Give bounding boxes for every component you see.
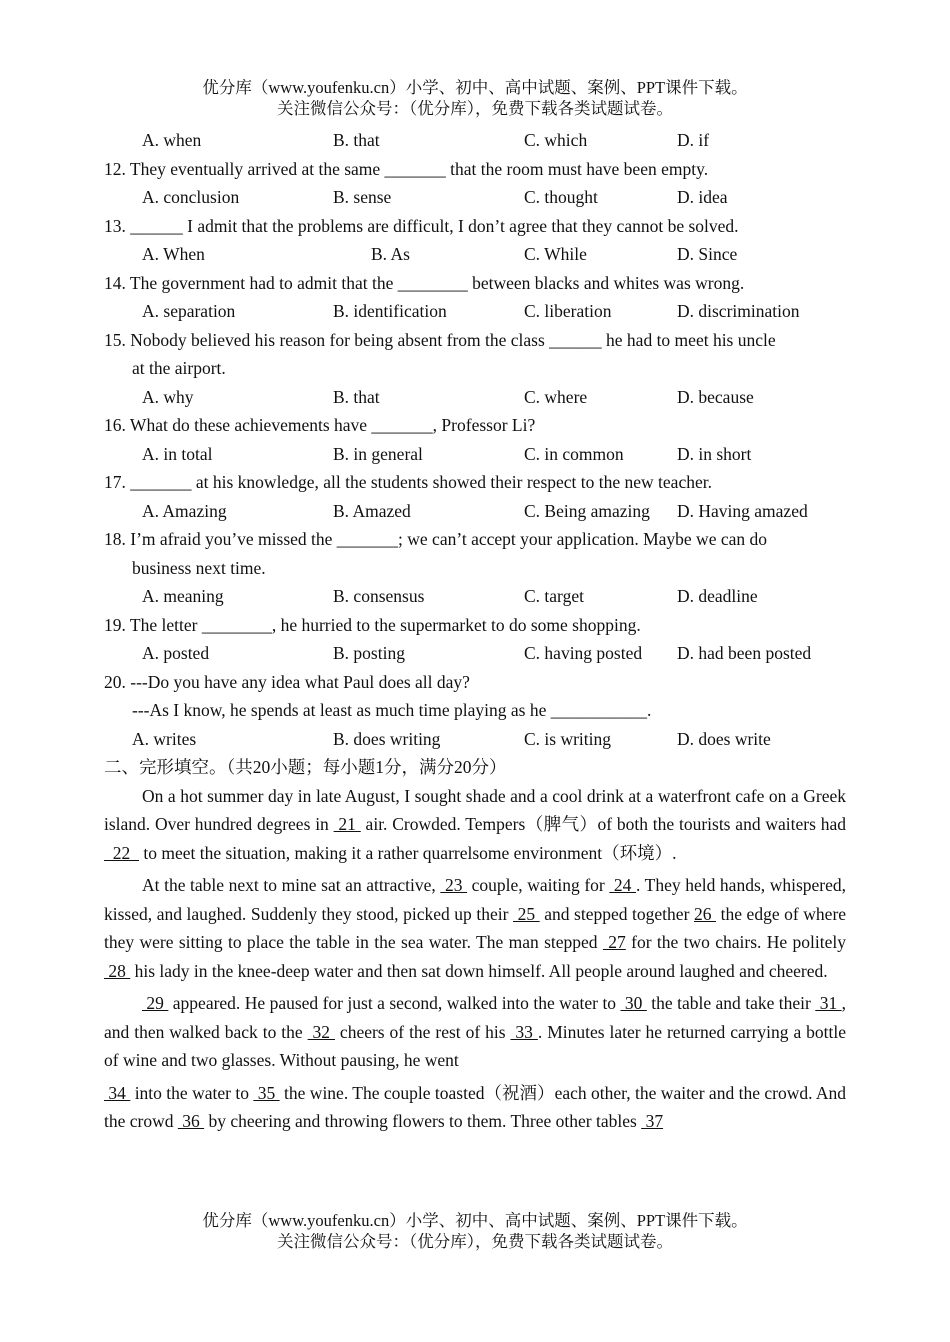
passage-text: the edge of where they were sitting to place the table in the sea water. The man stepped [104,903,847,952]
option-c: C. target [524,586,584,606]
option-b: B. As [371,244,410,264]
option-c: C. is writing [524,728,612,749]
option-d: D. idea [677,187,728,207]
option-b: B. consensus [333,586,425,606]
option-c: C. having posted [524,643,643,663]
option-b: B. posting [333,643,405,663]
option-d: D. does write [677,728,771,749]
option-a: A. when [142,130,202,150]
option-a: A. conclusion [142,187,240,207]
blank-33: 33 [510,1021,538,1042]
question-text: 15. Nobody believed his reason for being absent from the class ______ he had to meet his uncle [104,329,776,350]
blank-23: 23 [440,875,468,895]
passage-text: couple, waiting for [467,875,610,895]
option-a: A. meaning [142,586,224,606]
question-text: 16. What do these achievements have _______, Professor Li? [104,415,536,435]
question-text: 19. The letter ________, he hurried to the supermarket to do some shopping. [104,614,641,635]
option-a: A. in total [142,443,213,464]
question-options [104,440,846,469]
option-d: D. Having amazed [677,500,808,521]
blank-32: 32 [307,1021,335,1042]
blank-29: 29 [142,993,169,1013]
blank-30: 30 [620,993,647,1013]
header-line-2: 关注微信公众号：（优分库），免费下载各类试题试卷。 [277,99,673,118]
passage-text: for the two chairs. He politely [625,932,846,952]
question-text: 12. They eventually arrived at the same _______ that the room must have been empty. [104,158,709,179]
option-c: C. which [524,130,588,150]
question-options [104,383,846,412]
option-c: C. Being amazing [524,500,650,521]
passage-paragraph-4 [104,1079,846,1136]
blank-25: 25 [513,903,540,924]
question-text: 18. I’m afraid you’ve missed the _______; we can’t accept your application. Maybe we can do [104,529,768,549]
blank-34: 34 [104,1082,131,1103]
question-19 [104,611,846,668]
blank-35: 35 [253,1082,280,1103]
option-d: D. because [677,386,754,407]
blank-22: 22 [104,842,139,863]
option-c: C. While [524,244,587,264]
option-d: D. had been posted [677,643,812,663]
question-text-continued: business next time. [132,557,266,578]
question-15 [104,326,846,412]
question-20 [104,668,846,754]
question-text: 17. _______ at his knowledge, all the students showed their respect to the new teacher. [104,472,712,492]
question-options [104,725,846,754]
footer-line-1: 优分库（www.youfenku.cn）小学、初中、高中试题、案例、PPT课件下载。 [202,1211,748,1230]
blank-21: 21 [333,814,361,834]
passage-text: air. Crowded. Tempers（脾气）of both the tourists and waiters had [360,814,846,834]
q11-options [104,126,846,155]
question-text: 20. ---Do you have any idea what Paul does all day? [104,671,470,692]
option-a: A. When [142,244,205,264]
question-12 [104,155,846,212]
blank-26: 26 [693,903,717,924]
header-line-1: 优分库（www.youfenku.cn）小学、初中、高中试题、案例、PPT课件下载。 [202,78,748,97]
option-a: A. posted [142,643,210,663]
blank-31: 31 [815,993,842,1013]
option-b: B. sense [333,187,392,207]
option-d: D. if [677,130,710,150]
passage-text: . Minutes later he returned carrying a bottle of wine and two glasses. Without pausing, he went [104,1021,847,1070]
question-text: 14. The government had to admit that the ________ between blacks and whites was wrong. [104,272,745,293]
question-16 [104,411,846,468]
option-d: D. discrimination [677,301,800,321]
exam-content [104,126,846,1136]
option-d: D. deadline [677,586,758,606]
question-options [104,240,846,269]
question-options [104,297,846,326]
question-text: 13. ______ I admit that the problems are difficult, I don’t agree that they cannot be solved. [104,215,739,236]
passage-paragraph-1 [104,782,846,868]
passage-paragraph-3 [104,989,846,1075]
question-13 [104,212,846,269]
passage-text: by cheering and throwing flowers to them. Three other tables [204,1111,642,1131]
option-c: C. thought [524,187,598,207]
blank-37: 37 [641,1111,664,1131]
passage-text: appeared. He paused for just a second, walked into the water to [168,993,621,1013]
question-options [104,639,846,668]
passage-text: . They held hands, whispered, kissed, and laughed. Suddenly they stood, picked up their [104,875,847,924]
passage-text: the wine. The couple toasted（祝酒）each other, the waiter and the crowd. And the crowd [104,1082,847,1131]
passage-text: the table and take their [646,993,816,1013]
option-b: B. that [333,130,380,150]
passage-text: to meet the situation, making it a rather quarrelsome environment（环境）. [139,842,677,863]
passage-text: and stepped together [539,903,694,924]
question-options [104,582,846,611]
blank-24: 24 [609,875,637,895]
passage-paragraph-2 [104,871,846,985]
option-a: A. Amazing [142,500,227,521]
page-header [0,77,950,119]
question-options [104,497,846,526]
question-text-continued: at the airport. [132,358,226,378]
option-c: C. liberation [524,301,612,321]
option-b: B. that [333,386,380,407]
passage-text: At the table next to mine sat an attractive, [142,875,441,895]
question-text-continued: ---As I know, he spends at least as much time playing as he ___________. [132,700,652,720]
option-b: B. in general [333,443,423,464]
footer-line-2: 关注微信公众号：（优分库），免费下载各类试题试卷。 [277,1232,673,1251]
question-17 [104,468,846,525]
page-footer [0,1210,950,1252]
passage-text: cheers of the rest of his [334,1021,511,1042]
option-b: B. does writing [333,728,441,749]
option-a: A. separation [142,301,236,321]
option-d: D. Since [677,244,738,264]
blank-27: 27 [602,932,626,952]
option-a: A. why [142,386,194,407]
option-b: B. Amazed [333,500,411,521]
question-options [104,183,846,212]
passage-text: On a hot summer day in late August, I sought shade and a cool drink at a waterfront cafe on a Greek island. Over hundred degrees in [104,785,846,834]
option-b: B. identification [333,301,447,321]
option-c: C. where [524,386,588,407]
question-18 [104,525,846,611]
passage-text: , and then walked back to the [104,993,847,1042]
passage-text: his lady in the knee-deep water and then sat down himself. All people around laughed and cheered. [130,960,828,981]
blank-28: 28 [104,960,131,981]
blank-36: 36 [177,1111,205,1131]
question-14 [104,269,846,326]
option-a: A. writes [132,728,197,749]
option-d: D. in short [677,443,752,464]
section-title-cloze: 二、完形填空。（共20小题；每小题1分，满分20分） [104,757,507,777]
passage-text: into the water to [130,1082,254,1103]
option-c: C. in common [524,443,624,464]
